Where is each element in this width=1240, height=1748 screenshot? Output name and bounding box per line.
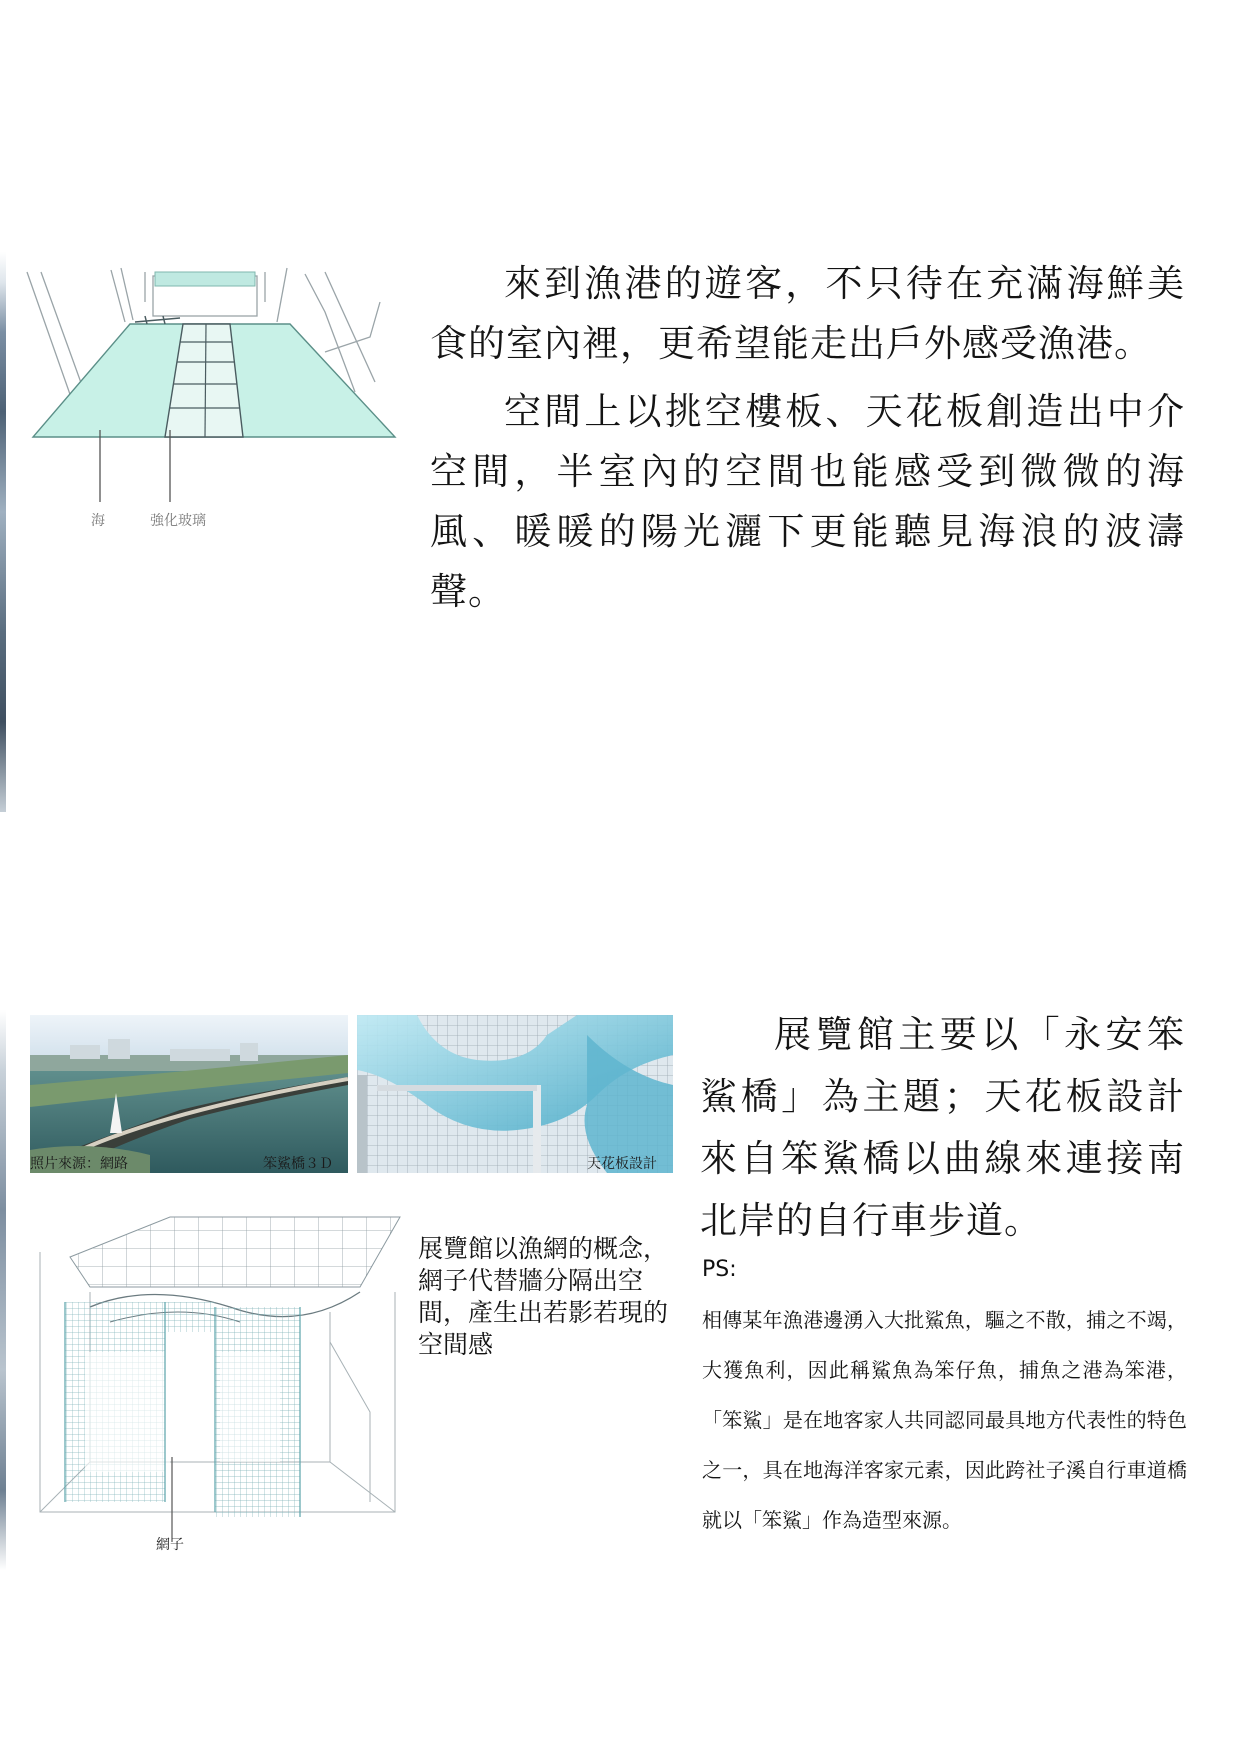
paragraph-exhibition: 展覽館主要以「永安笨鯊橋」為主題；天花板設計來自笨鯊橋以曲線來連接南北岸的自行車步道。: [700, 1013, 1185, 1242]
glass-floor-diagram: [25, 262, 405, 542]
diagram-label-sea: 海: [91, 513, 105, 529]
ceiling-design-caption: 天花板設計: [587, 1156, 657, 1172]
diagram-label-glass: 強化玻璃: [150, 513, 206, 529]
ps-text: 相傳某年漁港邊湧入大批鯊魚，驅之不散，捕之不竭，大獲魚利，因此稱鯊魚為笨仔魚，捕魚之港為笨港，「笨鯊」是在地客家人共同認同最具地方代表性的特色之一，具在地海洋客家元素，因此跨社子溪自行車道橋就以「笨鯊」作為造型來源。: [702, 1308, 1187, 1532]
page-edge-strip: [0, 1010, 6, 1570]
ceiling-photo: [357, 1015, 673, 1173]
ps-label: PS:: [702, 1257, 737, 1282]
page-edge-strip: [0, 252, 6, 812]
net-label: 網子: [156, 1537, 184, 1553]
photo-source-caption: 照片來源：網路: [30, 1156, 128, 1172]
bridge-3d-caption: 笨鯊橋３Ｄ: [263, 1156, 333, 1172]
section2-main-text: [700, 1004, 1185, 1252]
fishing-net-drawing: [30, 1212, 410, 1552]
fishing-net-diagram: [30, 1212, 410, 1552]
net-description: 展覽館以漁網的概念，網子代替牆分隔出空間，產生出若影若現的空間感: [418, 1234, 669, 1359]
bridge-photo: [30, 1015, 348, 1173]
section1-text: [430, 254, 1185, 622]
ceiling-render: [357, 1015, 673, 1173]
ps-block: [702, 1253, 1187, 1545]
paragraph-visitors: 來到漁港的遊客，不只待在充滿海鮮美食的室內裡，更希望能走出戶外感受漁港。: [430, 262, 1185, 365]
glass-floor-drawing: [25, 262, 405, 542]
bridge-render: [30, 1015, 348, 1173]
paragraph-space: 空間上以挑空樓板、天花板創造出中介空間，半室內的空間也能感受到微微的海風、暖暖的陽光灑下更能聽見海浪的波濤聲。: [430, 390, 1185, 613]
